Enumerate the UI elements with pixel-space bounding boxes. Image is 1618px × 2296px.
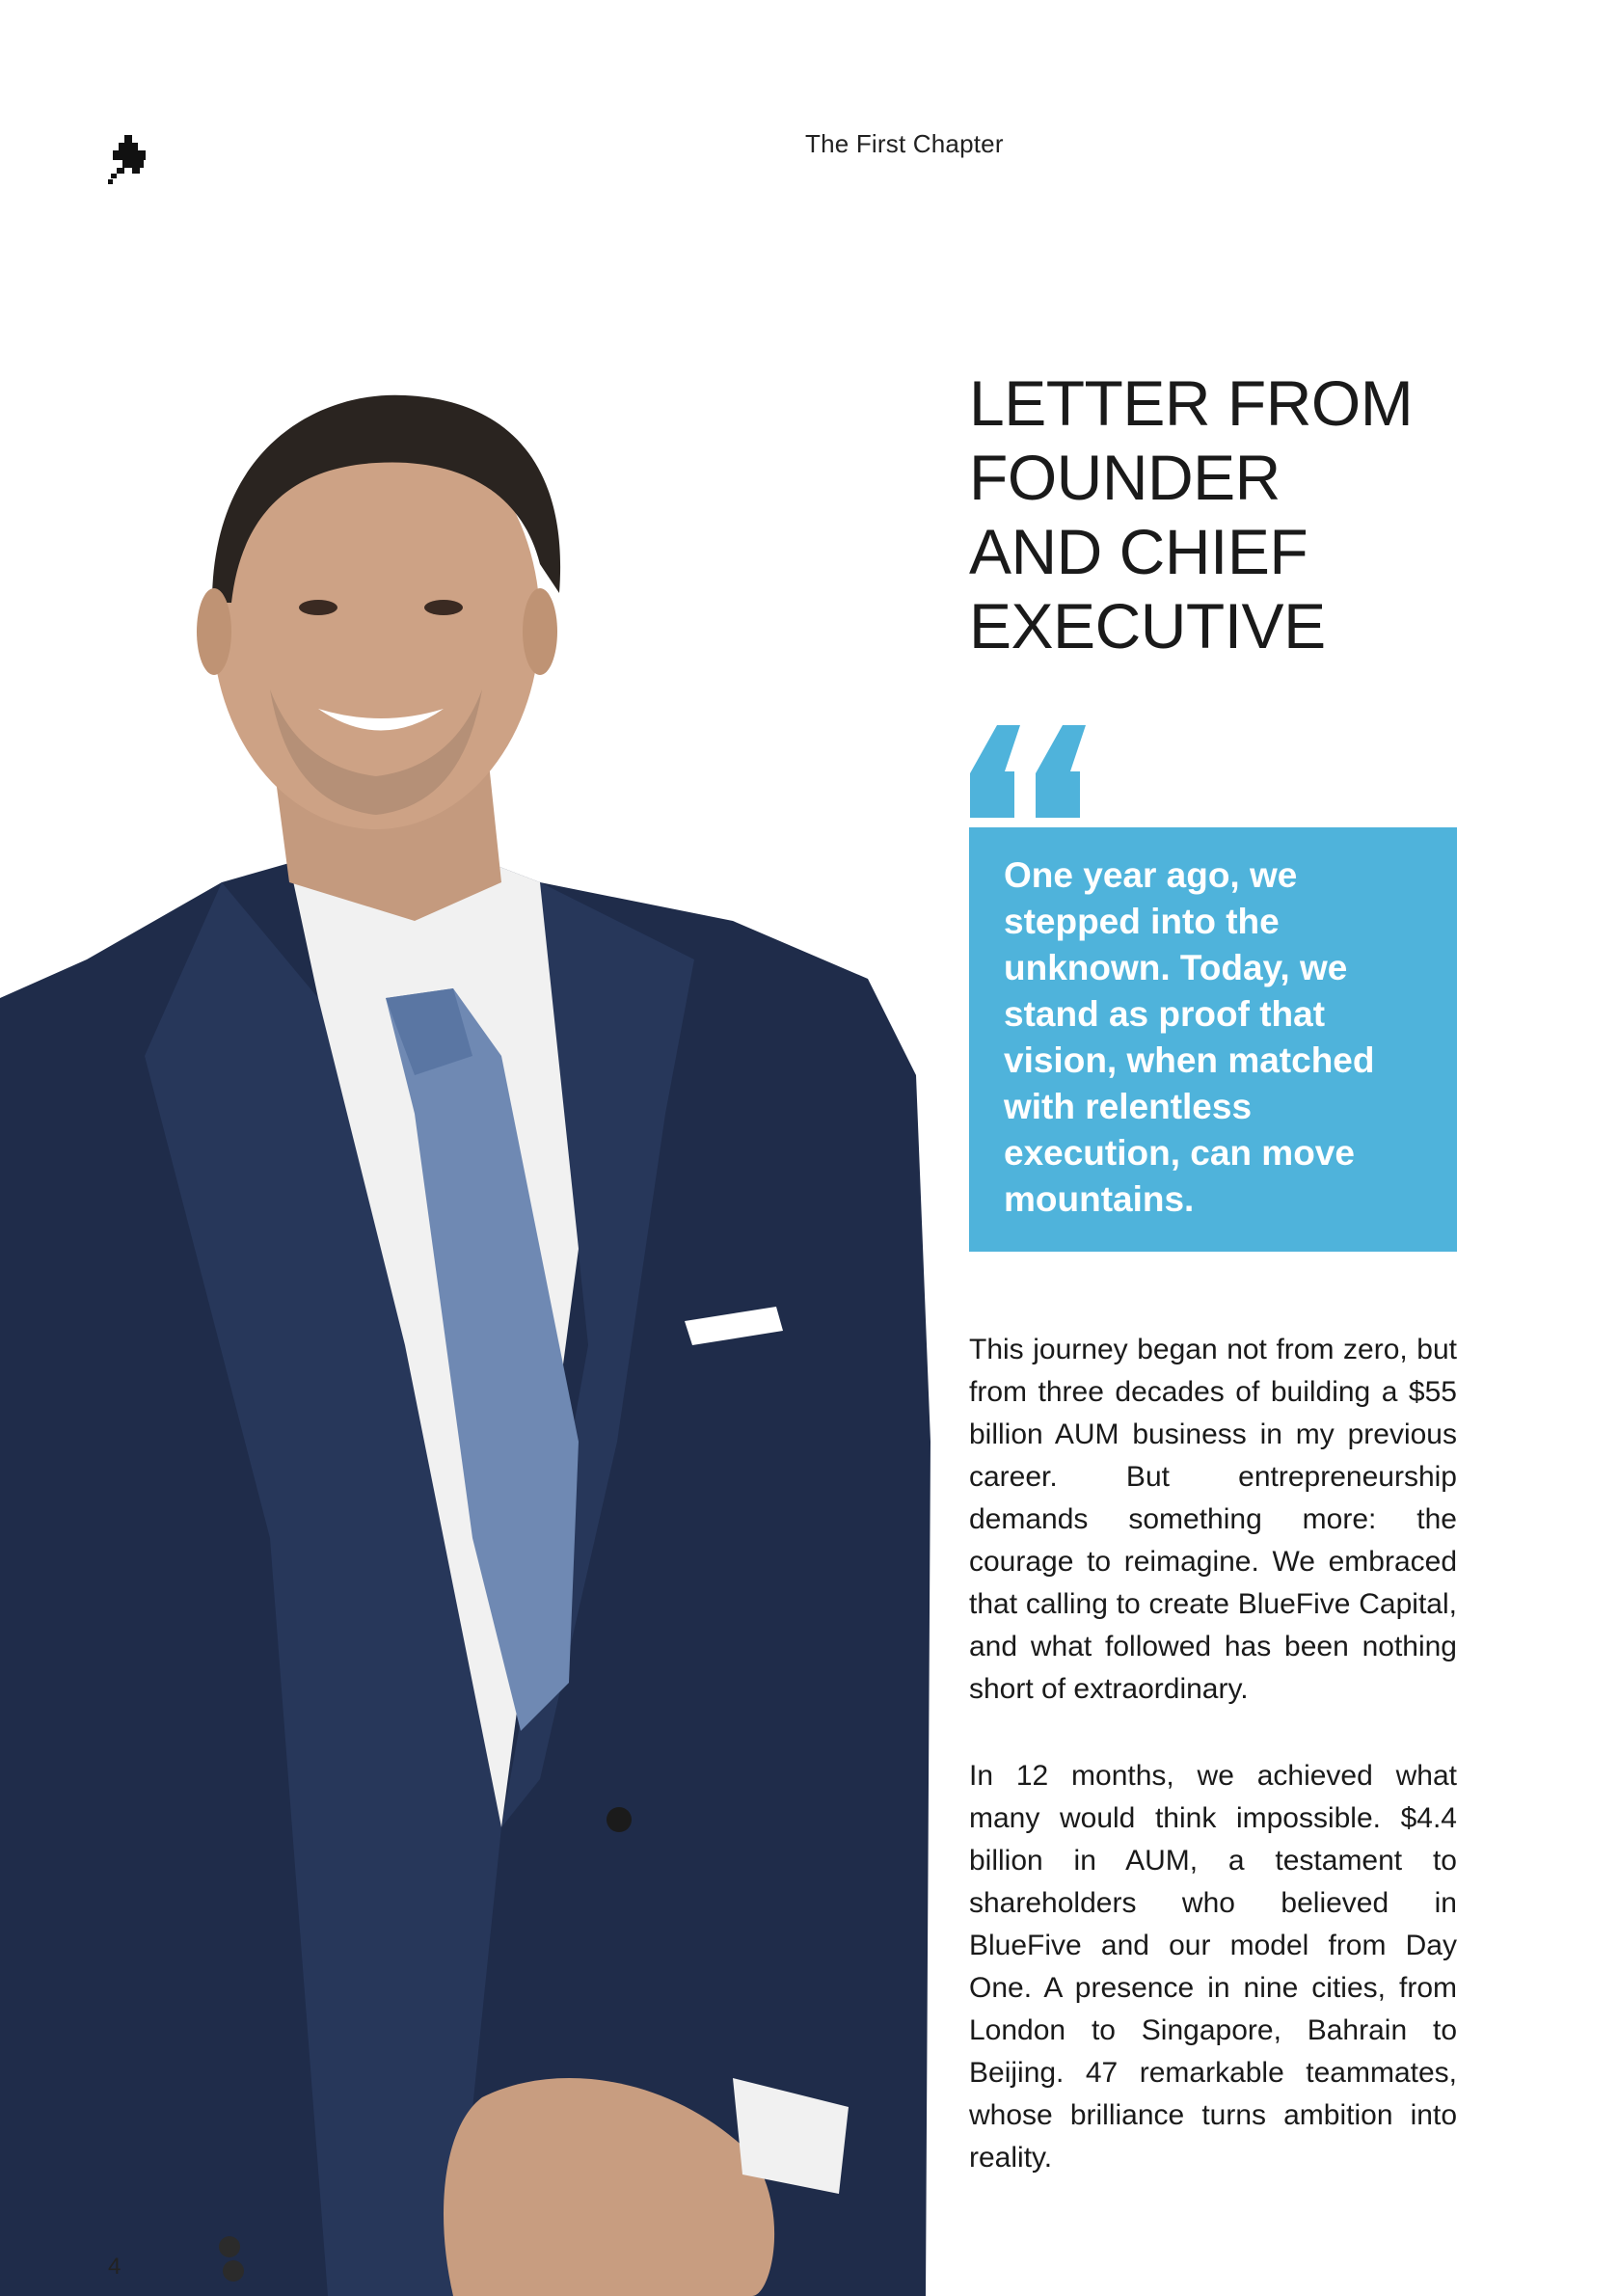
title-line: LETTER FROM	[969, 367, 1414, 439]
page-title	[969, 366, 1567, 663]
title-line: FOUNDER	[969, 442, 1281, 513]
body-paragraph: This journey began not from zero, but from three decades of building a $55 billion AUM business in my previous career. But entrepreneurship demands something more: the courage to reimagine. We embraced that calling to create BlueFive Capital, and what followed has been nothing short of extraordinary.	[969, 1334, 1457, 1705]
pull-quote-text: One year ago, we stepped into the unknown. Today, we stand as proof that vision, when matched with relentless execution, can move mountains.	[1004, 855, 1375, 1219]
chapter-title: The First Chapter	[805, 129, 1004, 158]
pull-quote-box	[969, 827, 1457, 1252]
quote-mark-icon	[970, 725, 1088, 818]
bluefive-logo-icon	[108, 135, 150, 185]
title-line: AND CHIEF	[969, 516, 1308, 587]
title-line: EXECUTIVE	[969, 590, 1326, 662]
founder-portrait	[0, 381, 955, 2296]
body-paragraph: In 12 months, we achieved what many would think impossible. $4.4 billion in AUM, a testament to shareholders who believed in BlueFive and our model from Day One. A presence in nine cities, from London to Singapore, Bahrain to Beijing. 47 remarkable teammates, whose brilliance turns ambition into reality.	[969, 1760, 1457, 2174]
page-number: 4	[108, 2254, 121, 2280]
